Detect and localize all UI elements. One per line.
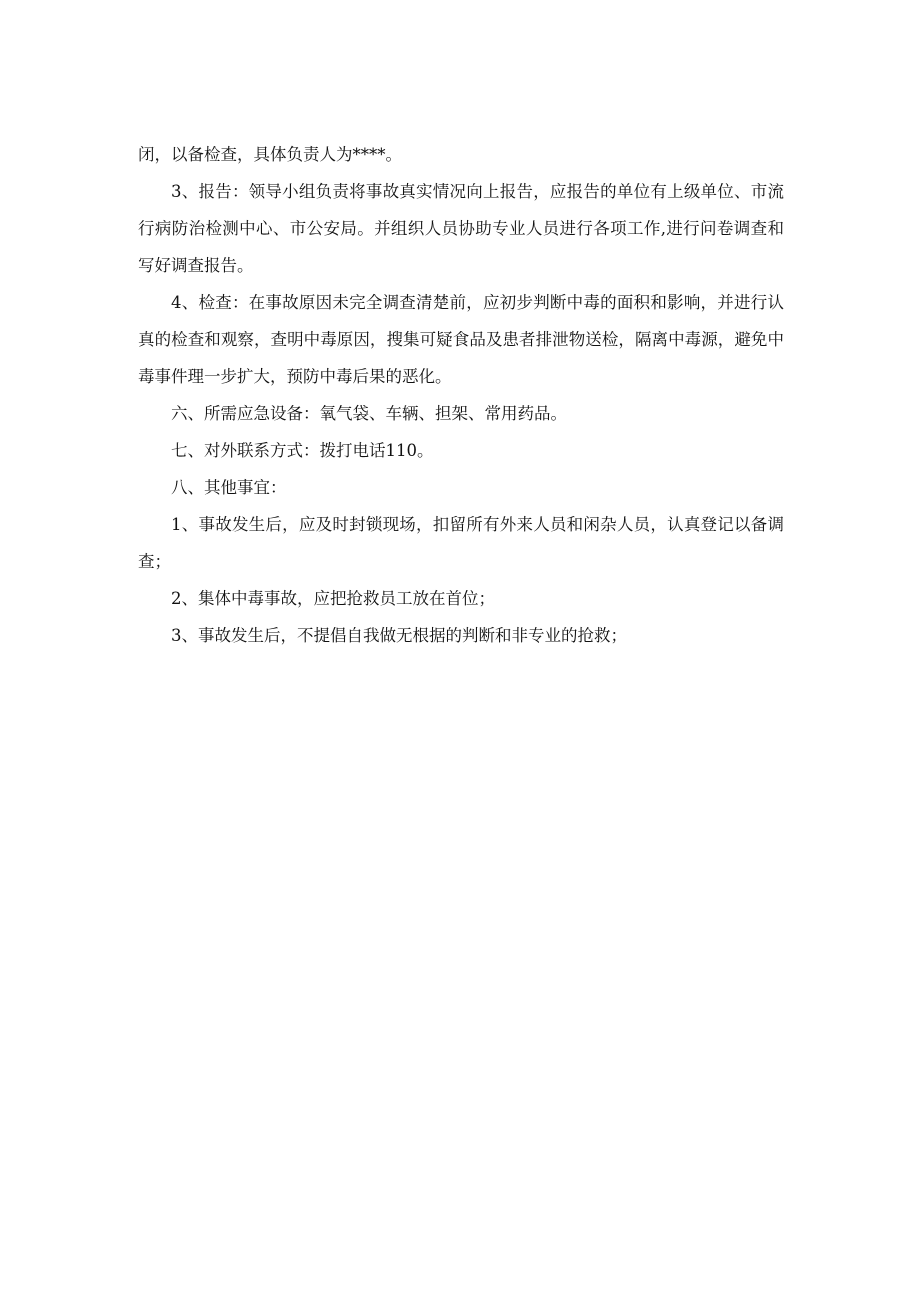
paragraph-other-item-1: 1、事故发生后，应及时封锁现场，扣留所有外来人员和闲杂人员，认真登记以备调查； [138,515,784,571]
paragraph-other-matters-heading: 八、其他事宜： [171,478,287,497]
paragraph-emergency-equipment: 六、所需应急设备：氧气袋、车辆、担架、常用药品。 [171,404,567,423]
paragraph-report: 3、报告：领导小组负责将事故真实情况向上报告，应报告的单位有上级单位、市流行病防治检测中心、市公安局。并组织人员协助专业人员进行各项工作,进行问卷调查和写好调查报告。 [138,182,784,275]
document-body [138,136,784,654]
paragraph-external-contact: 七、对外联系方式：拨打电话110。 [171,441,434,460]
paragraph-inspection: 4、检查：在事故原因未完全调查清楚前，应初步判断中毒的面积和影响，并进行认真的检查和观察，查明中毒原因，搜集可疑食品及患者排泄物送检，隔离中毒源，避免中毒事件理一步扩大，预防中毒后果的恶化。 [138,293,784,386]
paragraph-continuation: 闭，以备检查，具体负责人为****。 [138,145,402,164]
paragraph-other-item-3: 3、事故发生后，不提倡自我做无根据的判断和非专业的抢救； [171,626,627,645]
paragraph-other-item-2: 2、集体中毒事故，应把抢救员工放在首位； [171,589,495,608]
